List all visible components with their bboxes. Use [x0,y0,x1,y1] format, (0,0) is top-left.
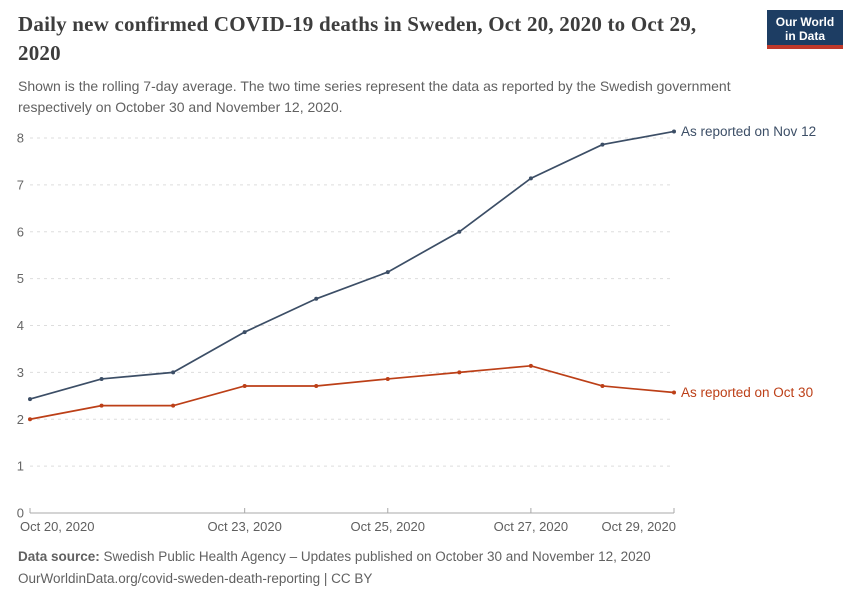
series-point-0-2 [171,370,175,374]
y-tick-label-0: 0 [16,505,24,521]
series-line-0 [30,131,674,399]
x-tick-label-4: Oct 29, 2020 [601,519,676,534]
y-tick-label-6: 6 [16,224,24,240]
y-tick-label-1: 1 [16,458,24,474]
x-tick-label-0: Oct 20, 2020 [20,519,95,534]
x-tick-label-1: Oct 23, 2020 [207,519,282,534]
y-tick-label-5: 5 [16,271,24,287]
series-point-0-3 [243,330,247,334]
series-point-1-4 [314,384,318,388]
chart-footer [18,546,651,589]
y-tick-label-7: 7 [16,177,24,193]
series-point-0-1 [100,377,104,381]
y-tick-label-2: 2 [16,411,24,427]
series-point-0-7 [529,176,533,180]
series-point-0-8 [600,143,604,147]
page-title: Daily new confirmed COVID-19 deaths in Sweden, Oct 20, 2020 to Oct 29, 2020 [18,12,697,65]
chart-subtitle: Shown is the rolling 7-day average. The two time series represent the data as reported by the Swedish government respectively on October 30 and November 12, 2020. [18,78,731,115]
series-point-1-2 [171,404,175,408]
series-point-1-0 [28,417,32,421]
series-label-1: As reported on Oct 30 [681,385,814,401]
data-source-line [18,546,651,568]
y-tick-label-8: 8 [16,130,24,146]
series-point-0-5 [386,270,390,274]
y-tick-label-4: 4 [16,318,24,333]
series-point-1-7 [529,364,533,368]
owid-link[interactable]: OurWorldinData.org/covid-sweden-death-reporting [18,570,321,586]
series-point-1-6 [457,370,461,374]
data-source-label: Data source: [18,549,100,564]
license-text: | CC BY [320,570,373,586]
owid-logo-line2: in Data [784,29,825,43]
series-point-0-9 [672,129,676,133]
series-label-0: As reported on Nov 12 [681,123,817,139]
series-point-1-5 [386,377,390,381]
data-source-text: Swedish Public Health Agency – Updates published on October 30 and November 12, 2020 [99,549,651,564]
series-line-1 [30,366,674,419]
series-point-0-0 [28,397,32,401]
series-point-0-6 [457,230,461,234]
series-point-0-4 [314,297,318,301]
license-line [18,568,651,590]
y-tick-label-3: 3 [16,364,24,380]
series-point-1-8 [600,384,604,388]
series-point-1-9 [672,391,676,395]
series-point-1-1 [100,404,104,408]
x-tick-label-3: Oct 27, 2020 [493,519,569,534]
owid-logo-line1: Our World [775,15,835,29]
x-tick-label-2: Oct 25, 2020 [350,519,426,534]
series-point-1-3 [243,384,247,388]
